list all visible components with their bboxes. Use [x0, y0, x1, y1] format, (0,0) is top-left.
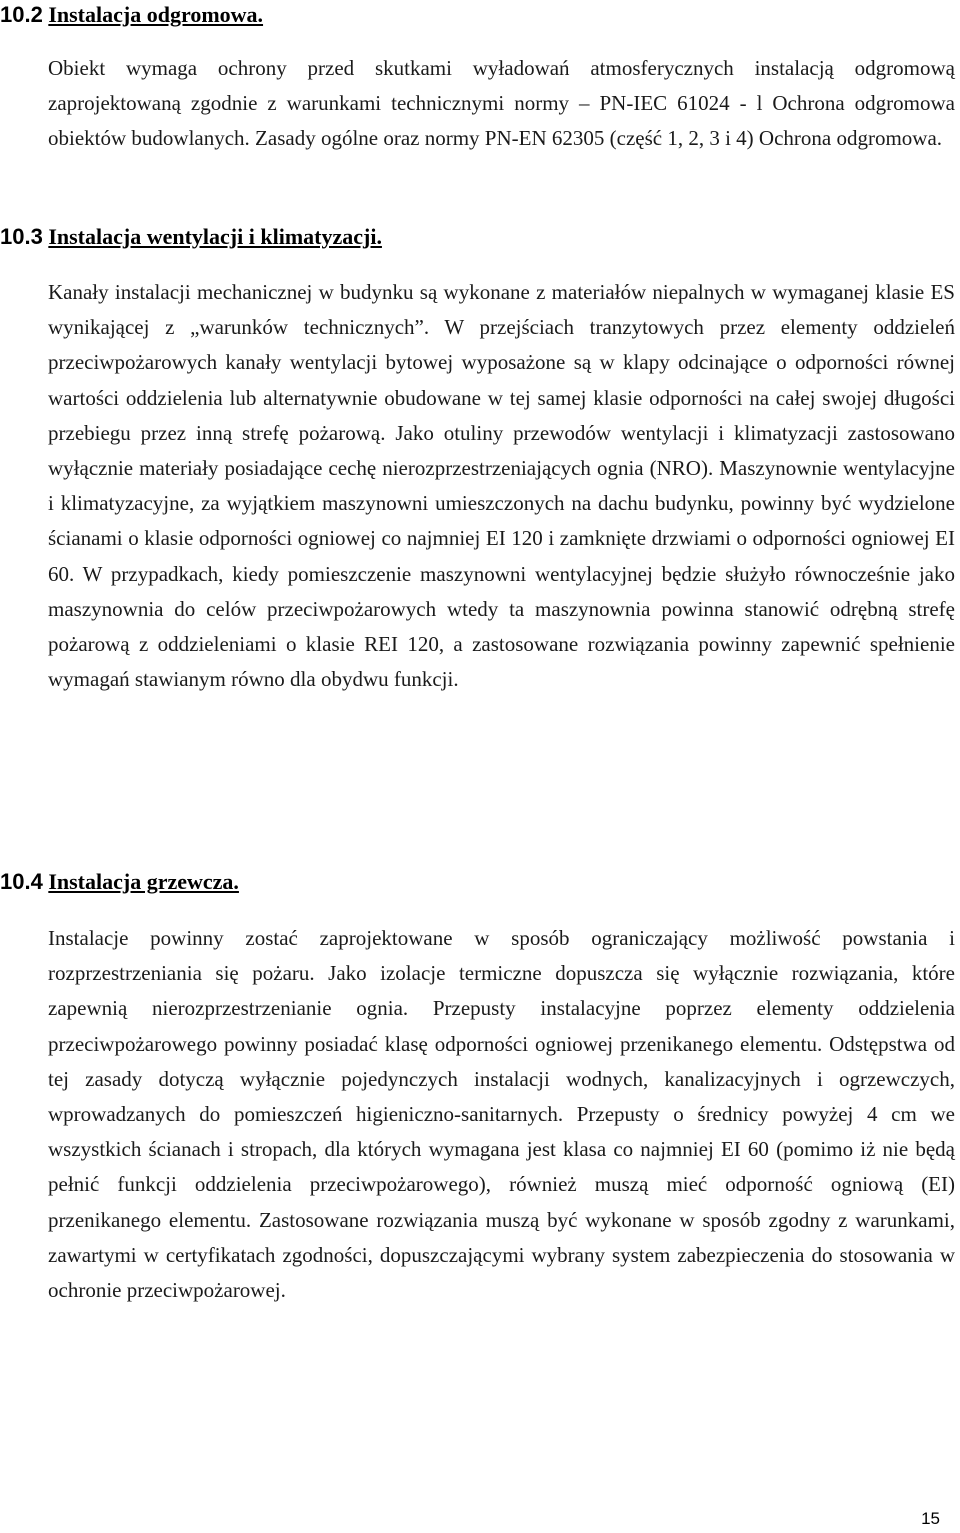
section-title: Instalacja wentylacji i klimatyzacji.: [48, 224, 382, 249]
section-title: Instalacja odgromowa.: [48, 2, 264, 27]
paragraph-lightning-protection: Obiekt wymaga ochrony przed skutkami wyładowań atmosferycznych instalacją odgromową zaprojektowaną zgodnie z warunkami technicznymi normy – PN-IEC 61024 - l Ochrona odgromowa obiektów budowlanych. Zasady ogólne oraz normy PN-EN 62305 (część 1, 2, 3 i 4) Ochrona odgromowa.: [48, 56, 955, 151]
section-title: Instalacja grzewcza.: [48, 869, 239, 894]
paragraph-heating: Instalacje powinny zostać zaprojektowane w sposób ograniczający możliwość powstania i rozprzestrzeniania się pożaru. Jako izolacje termiczne dopuszcza się wyłącznie rozwiązania, które zapewnią nierozprzestrzenianie ognia. Przepusty instalacyjne poprzez elementy oddzielenia przeciwpożarowego powinny posiadać klasę odporności ogniowej przenikanego elementu. Odstępstwa od tej zasady dotyczą wyłącznie pojedynczych instalacji wodnych, kanalizacyjnych i ogrzewczych, wprowadzanych do pomieszczeń higieniczno-sanitarnych. Przepusty o średnicy powyżej 4 cm we wszystkich ścianach i stropach, dla których wymagana jest klasa co najmniej EI 60 (pomimo iż nie będą pełnić funkcji oddzielenia przeciwpożarowego), również muszą mieć odporność ogniową (EI) przenikanego elementu. Zastosowane rozwiązania muszą być wykonane w sposób zgodny z warunkami, zawartymi w certyfikatach zgodności, dopuszczającymi wybrany system zabezpieczenia do stosowania w ochronie przeciwpożarowej.: [48, 926, 955, 1303]
section-heading-10-4: [0, 867, 239, 897]
section-number: 10.4: [0, 869, 43, 894]
page-number: 15: [921, 1509, 940, 1528]
paragraph-ventilation: Kanały instalacji mechanicznej w budynku są wykonane z materiałów niepalnych w wymaganej klasie ES wynikającej z „warunków technicznych”. W przejściach tranzytowych przez elementy oddzieleń przeciwpożarowych kanały wentylacji bytowej wyposażone są w klapy odcinające o odporności równej wartości oddzielenia lub alternatywnie obudowane w tej samej klasie odporności na całej swojej długości przebiegu przez inną strefę pożarową. Jako otuliny przewodów wentylacji i klimatyzacji zastosowano wyłącznie materiały posiadające cechę nierozprzestrzeniających ognia (NRO). Maszynownie wentylacyjne i klimatyzacyjne, za wyjątkiem maszynowni umieszczonych na dachu budynku, powinny być wydzielone ścianami o klasie odporności ogniowej co najmniej EI 120 i zamknięte drzwiami o odporności ogniowej EI 60. W przypadkach, kiedy pomieszczenie maszynowni wentylacyjnej będzie służyło równocześnie jako maszynownia do celów przeciwpożarowych wtedy ta maszynownia powinna stanowić odrębną strefę pożarową z oddzieleniami o klasie REI 120, a zastosowane rozwiązania powinny zapewnić spełnienie wymagań stawianym równo dla obydwu funkcji.: [48, 280, 955, 692]
section-number: 10.3: [0, 224, 43, 249]
section-heading-10-2: [0, 0, 263, 30]
section-number: 10.2: [0, 2, 43, 27]
section-heading-10-3: [0, 222, 382, 252]
